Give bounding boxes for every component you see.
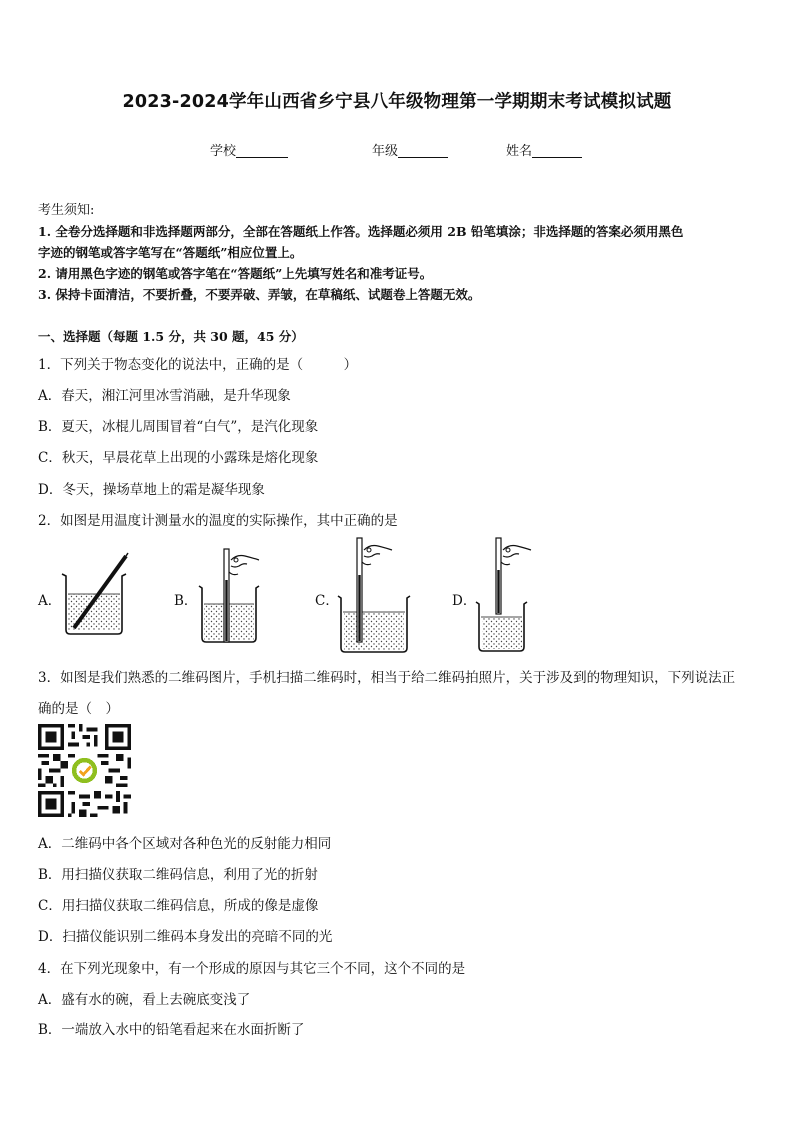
q2-label-b: B． bbox=[174, 593, 198, 609]
q1-option-b: B．夏天，冰棍儿周围冒着“白气”，是汽化现象 bbox=[38, 419, 319, 435]
q2-label-d: D． bbox=[452, 593, 477, 609]
notice-item-1-line-1: 1. 全卷分选择题和非选择题两部分，全部在答题纸上作答。选择题必须用 2B 铅笔填涂；非选择题的答案必须用黑色 bbox=[38, 224, 684, 239]
section-heading: 一、选择题（每题 1.5 分，共 30 题，45 分） bbox=[38, 329, 304, 344]
qr-code-icon bbox=[38, 724, 131, 817]
figure-b-beaker bbox=[199, 549, 259, 642]
q3-option-c: C．用扫描仪获取二维码信息，所成的像是虚像 bbox=[38, 898, 319, 914]
q2-stem: 2．如图是用温度计测量水的温度的实际操作，其中正确的是 bbox=[38, 513, 398, 529]
q1-option-c: C．秋天，早晨花草上出现的小露珠是熔化现象 bbox=[38, 450, 319, 466]
q4-option-a: A．盛有水的碗，看上去碗底变浅了 bbox=[38, 992, 251, 1008]
q3-option-a: A．二维码中各个区域对各种色光的反射能力相同 bbox=[38, 836, 332, 852]
q4-option-b: B．一端放入水中的铅笔看起来在水面折断了 bbox=[38, 1022, 305, 1038]
q1-option-a: A．春天，湘江河里冰雪消融，是升华现象 bbox=[38, 388, 291, 404]
q3-stem-line-2: 确的是（ ） bbox=[38, 701, 119, 717]
q2-label-a: A． bbox=[38, 593, 62, 609]
q2-label-c: C． bbox=[315, 593, 339, 609]
page-title: 2023-2024学年山西省乡宁县八年级物理第一学期期末考试模拟试题 bbox=[122, 92, 672, 112]
figure-c-beaker bbox=[338, 538, 410, 652]
figure-d-beaker bbox=[476, 538, 531, 651]
q1-stem: 1．下列关于物态变化的说法中，正确的是（ ） bbox=[38, 357, 358, 373]
figure-a-beaker bbox=[62, 553, 128, 634]
notice-item-2: 2. 请用黑色字迹的钢笔或答字笔在“答题纸”上先填写姓名和准考证号。 bbox=[38, 266, 433, 281]
q4-stem: 4．在下列光现象中，有一个形成的原因与其它三个不同，这个不同的是 bbox=[38, 961, 466, 977]
notice-item-1-line-2: 字迹的钢笔或答字笔写在“答题纸”相应位置上。 bbox=[38, 245, 303, 260]
q3-option-b: B．用扫描仪获取二维码信息，利用了光的折射 bbox=[38, 867, 318, 883]
notice-item-3: 3. 保持卡面清洁，不要折叠，不要弄破、弄皱，在草稿纸、试题卷上答题无效。 bbox=[38, 287, 481, 302]
school-label: 学校 bbox=[210, 144, 237, 159]
q1-option-d: D．冬天，操场草地上的霜是凝华现象 bbox=[38, 482, 265, 498]
q3-option-d: D．扫描仪能识别二维码本身发出的亮暗不同的光 bbox=[38, 929, 333, 945]
notice-heading: 考生须知: bbox=[38, 203, 95, 218]
grade-label: 年级 bbox=[372, 144, 399, 159]
q3-stem-line-1: 3．如图是我们熟悉的二维码图片，手机扫描二维码时，相当于给二维码拍照片，关于涉及到的物理知识，下列说法正 bbox=[38, 670, 736, 686]
name-label: 姓名 bbox=[506, 144, 533, 159]
